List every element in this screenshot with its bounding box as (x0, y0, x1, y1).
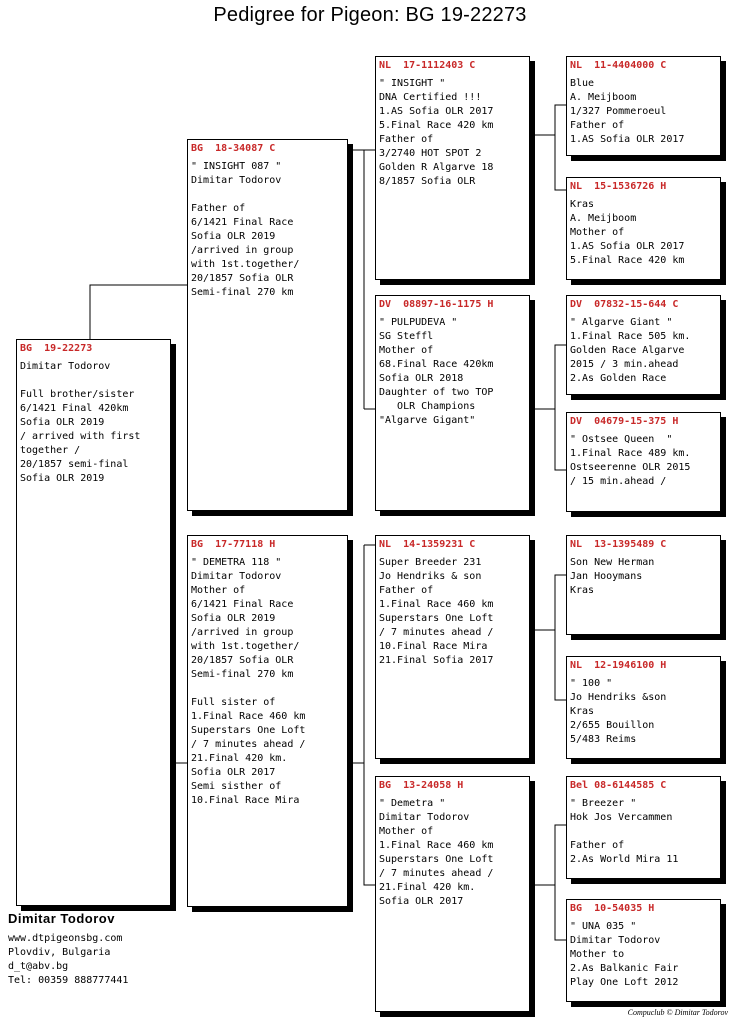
ring-number: BG 13-24058 H (379, 780, 464, 791)
dam-sire-card (375, 535, 530, 759)
ring-number: DV 07832-15-644 C (570, 299, 679, 310)
pigeon-notes: " INSIGHT " DNA Certified !!! 1.AS Sofia OLR 2017 5.Final Race 420 km Father of 3/2740 HOT SPOT 2 Golden R Algarve 18 8/1857 Sofia OLR (379, 78, 494, 187)
pigeon-notes: " Demetra " Dimitar Todorov Mother of 1.Final Race 460 km Superstars One Loft / 7 minutes ahead / 21.Final 420 km. Sofia OLR 2017 (379, 798, 494, 907)
sd-dam-card (566, 412, 721, 512)
pigeon-notes: Son New Herman Jan Hooymans Kras (570, 557, 655, 596)
ds-dam-card (566, 656, 721, 759)
pigeon-notes: Blue A. Meijboom 1/327 Pommeroeul Father of 1.AS Sofia OLR 2017 (570, 78, 685, 145)
pigeon-notes: " INSIGHT 087 " Dimitar Todorov Father of 6/1421 Final Race Sofia OLR 2019 /arrived in group with 1st.together/ 20/1857 Sofia OLR Semi-final 270 km (191, 161, 300, 298)
pigeon-notes: " PULPUDEVA " SG Steffl Mother of 68.Final Race 420km Sofia OLR 2018 Daughter of two TOP OLR Champions "Algarve Gigant" (379, 317, 494, 426)
ring-number: NL 12-1946100 H (570, 660, 667, 671)
pigeon-notes: " Breezer " Hok Jos Vercammen Father of 2.As World Mira 11 (570, 798, 679, 865)
breeder-email: d_t@abv.bg (8, 961, 69, 972)
ring-number: NL 13-1395489 C (570, 539, 667, 550)
footer-credit: Compuclub © Dimitar Todorov (627, 1008, 728, 1017)
ring-number: NL 17-1112403 C (379, 60, 476, 71)
ring-number: NL 11-4404000 C (570, 60, 667, 71)
pigeon-notes: " 100 " Jo Hendriks &son Kras 2/655 Bouillon 5/483 Reims (570, 678, 667, 745)
ring-number: BG 17-77118 H (191, 539, 276, 550)
pigeon-notes: " Ostsee Queen " 1.Final Race 489 km. Ostseerenne OLR 2015 / 15 min.ahead / (570, 434, 691, 487)
dam-card (187, 535, 348, 907)
pigeon-notes: Super Breeder 231 Jo Hendriks & son Father of 1.Final Race 460 km Superstars One Loft / 7 minutes ahead / 10.Final Race Mira 21.Final Sofia 2017 (379, 557, 494, 666)
ss-sire-card (566, 56, 721, 156)
pigeon-notes: Dimitar Todorov Full brother/sister 6/1421 Final 420km Sofia OLR 2019 / arrived with first together / 20/1857 semi-final Sofia OLR 2019 (20, 361, 141, 484)
page-title: Pedigree for Pigeon: BG 19-22273 (213, 4, 527, 26)
dam-dam-card (375, 776, 530, 1012)
ring-number: NL 14-1359231 C (379, 539, 476, 550)
ring-number: NL 15-1536726 H (570, 181, 667, 192)
sire-sire-card (375, 56, 530, 280)
sire-dam-card (375, 295, 530, 511)
sd-sire-card (566, 295, 721, 395)
breeder-city: Plovdiv, Bulgaria (8, 947, 111, 958)
breeder-name: Dimitar Todorov (8, 911, 115, 926)
ss-dam-card (566, 177, 721, 280)
ring-number: DV 04679-15-375 H (570, 416, 679, 427)
ring-number: DV 08897-16-1175 H (379, 299, 494, 310)
breeder-website: www.dtpigeonsbg.com (8, 933, 123, 944)
breeder-contact (8, 912, 128, 988)
dd-sire-card (566, 776, 721, 879)
pigeon-notes: Kras A. Meijboom Mother of 1.AS Sofia OLR 2017 5.Final Race 420 km (570, 199, 685, 266)
breeder-phone: Tel: 00359 888777441 (8, 975, 129, 986)
pigeon-notes: " UNA 035 " Dimitar Todorov Mother to 2.As Balkanic Fair Play One Loft 2012 (570, 921, 679, 988)
ring-number: BG 19-22273 (20, 343, 93, 354)
ring-number: BG 10-54035 H (570, 903, 655, 914)
pigeon-notes: " Algarve Giant " 1.Final Race 505 km. Golden Race Algarve 2015 / 3 min.ahead 2.As Golden Race (570, 317, 691, 384)
sire-card (187, 139, 348, 511)
pigeon-notes: " DEMETRA 118 " Dimitar Todorov Mother of 6/1421 Final Race Sofia OLR 2019 /arrived in group with 1st.together/ 20/1857 Sofia OLR Semi-final 270 km Full sister of 1.Final Race 460 km Superstars One Loft / 7 minutes ahead / 21.Final 420 km. Sofia OLR 2017 Semi sisther of 10.Final Race Mira (191, 557, 306, 806)
ring-number: Bel 08-6144585 C (570, 780, 667, 791)
ring-number: BG 18-34087 C (191, 143, 276, 154)
ds-sire-card (566, 535, 721, 635)
dd-dam-card (566, 899, 721, 1002)
subject-card (16, 339, 171, 906)
